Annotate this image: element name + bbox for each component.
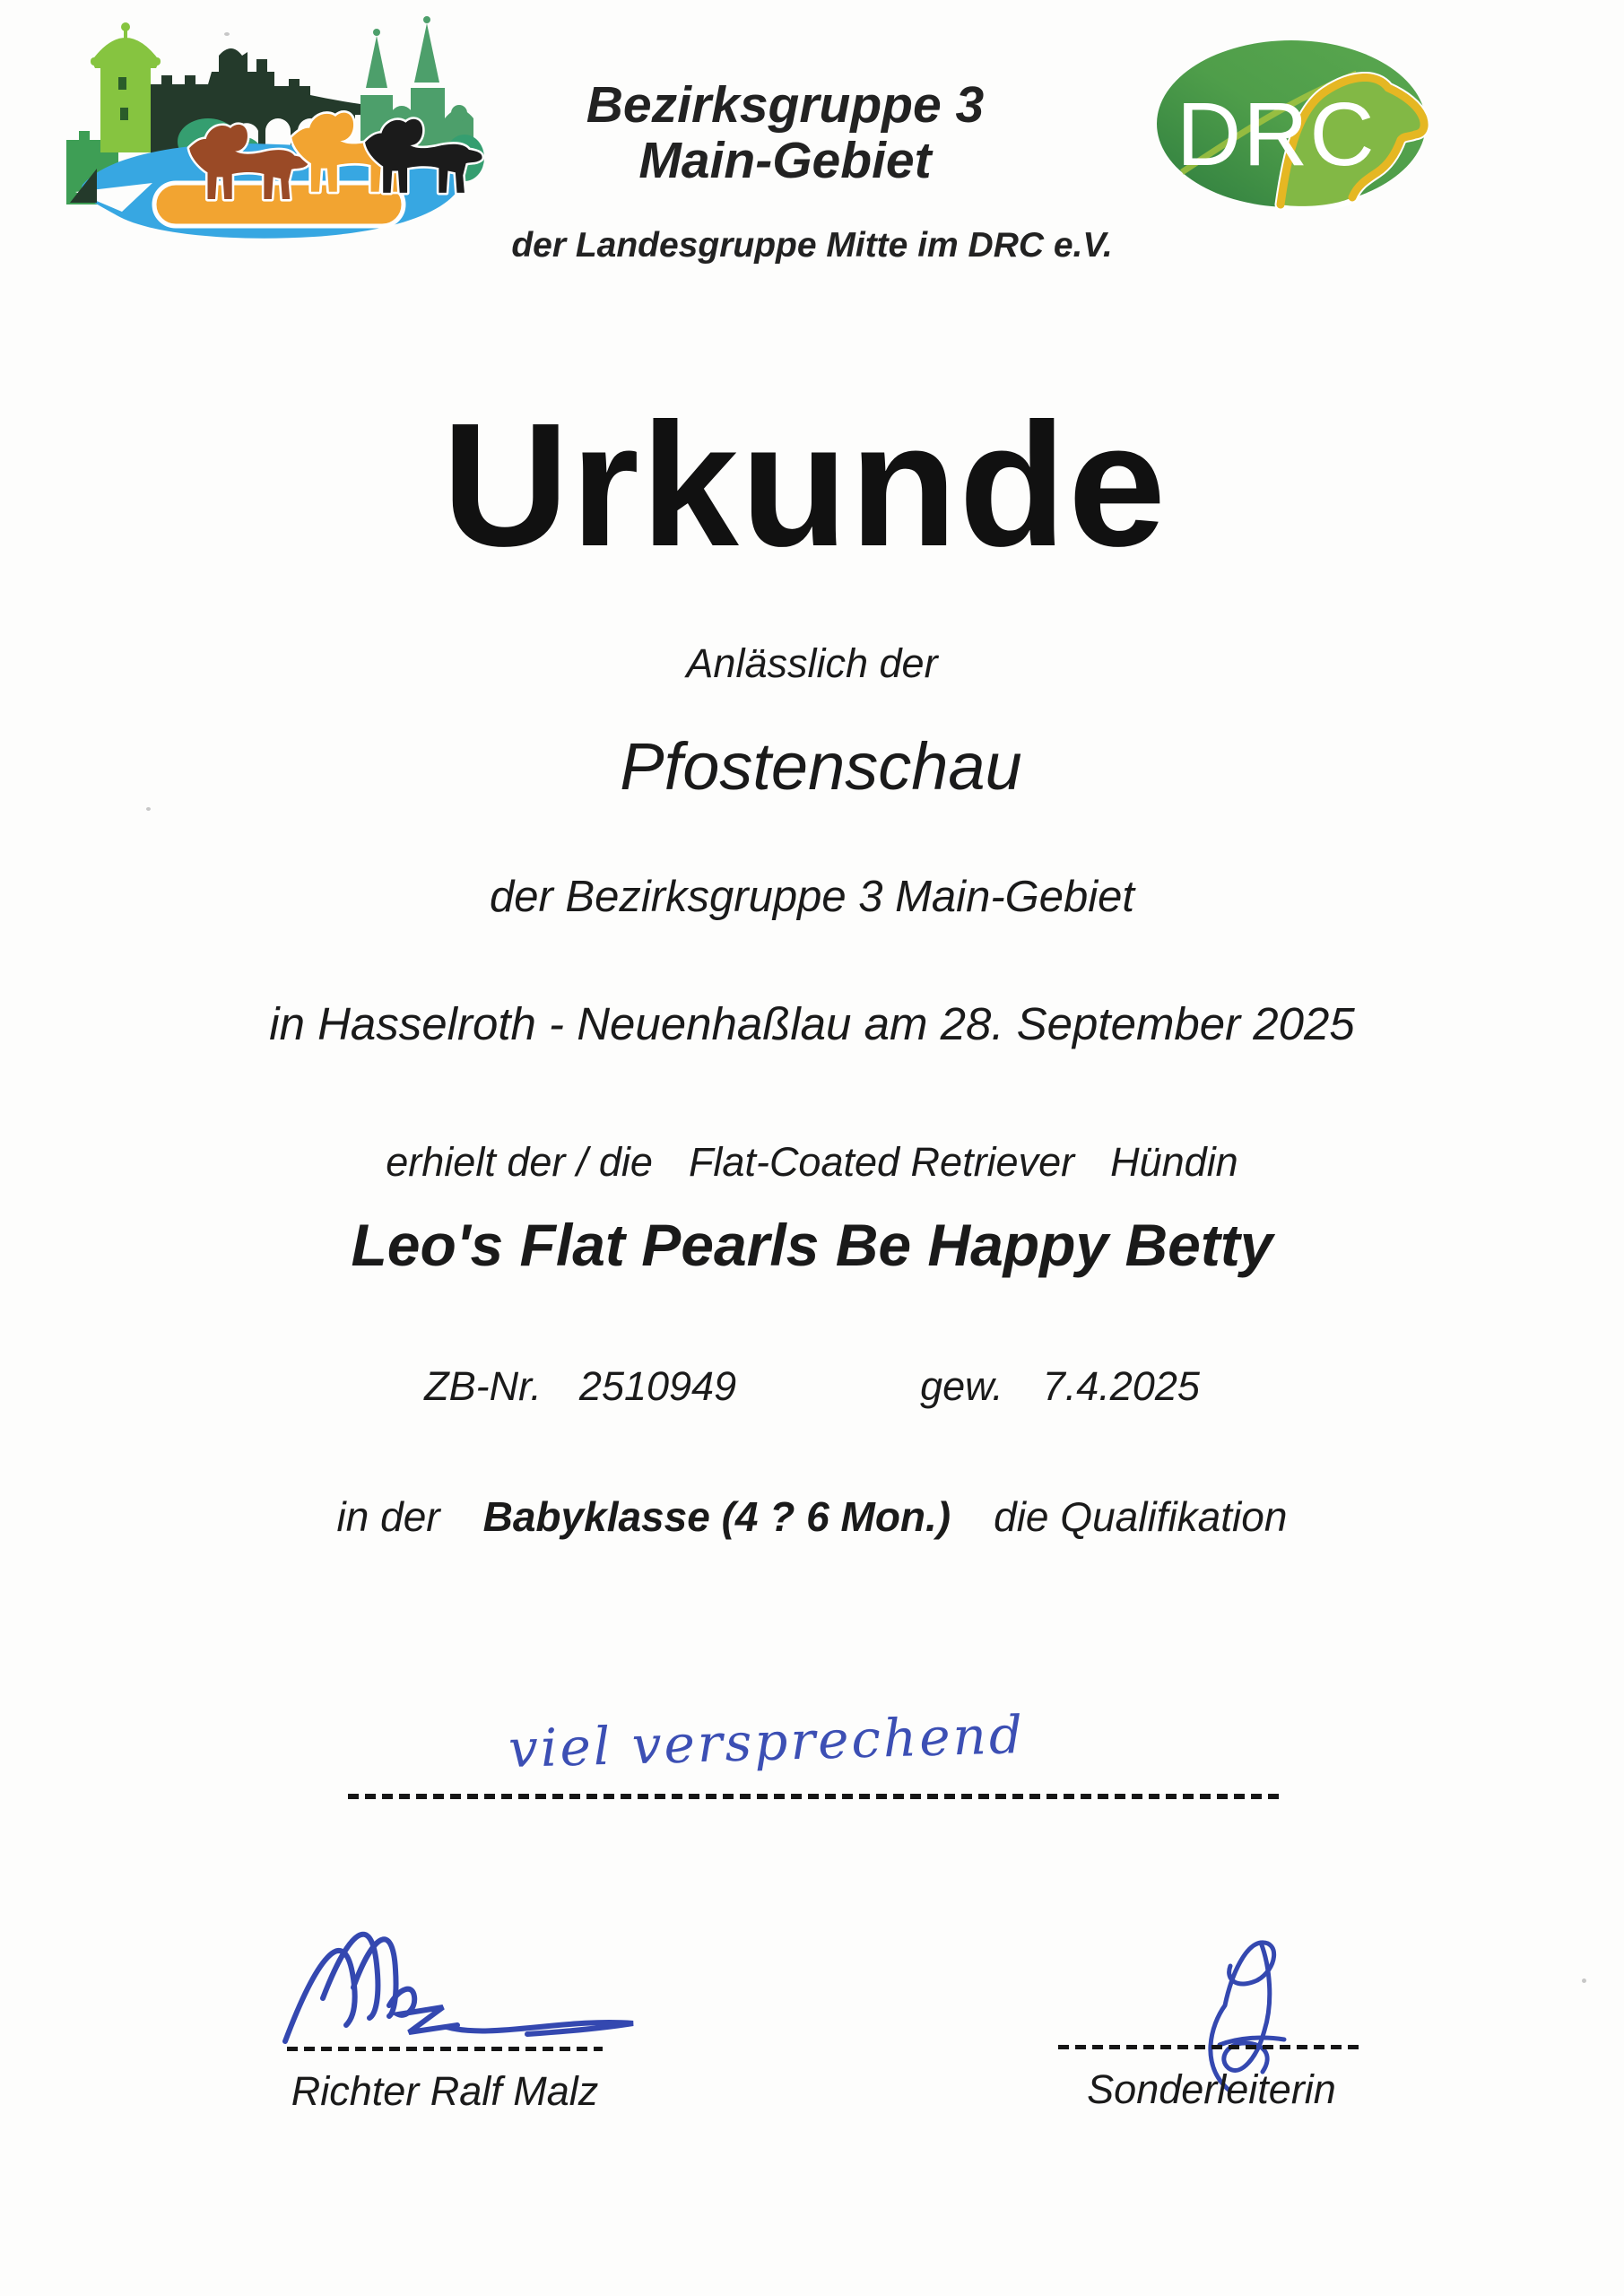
event-location-date: in Hasselroth - Neuenhaßlau am 28. September 2025 [269, 998, 1355, 1049]
scan-speck [224, 32, 230, 36]
judge-signature [267, 1891, 653, 2052]
header-subtitle: der Landesgruppe Mitte im DRC e.V. [511, 226, 1113, 265]
recipient-breed: Flat-Coated Retriever [688, 1139, 1075, 1185]
qualification-dashed-line [348, 1794, 1282, 1799]
class-suffix: die Qualifikation [994, 1493, 1288, 1540]
event-name: Pfostenschau [620, 729, 1022, 804]
group-title-line1: Bezirksgruppe 3 [586, 76, 985, 134]
event-group: der Bezirksgruppe 3 Main-Gebiet [489, 873, 1135, 921]
group-title-line2: Main-Gebiet [638, 132, 932, 189]
scan-speck [1582, 1979, 1586, 1983]
registry-line [0, 1363, 1624, 1410]
recipient-line [0, 1139, 1624, 1186]
logo-board-shape [154, 183, 404, 226]
class-name: Babyklasse (4 ? 6 Mon.) [482, 1493, 951, 1540]
judge-signature-line [287, 2047, 603, 2051]
scan-speck [146, 807, 151, 811]
zb-label: ZB-Nr. [424, 1363, 542, 1409]
dog-name: Leo's Flat Pearls Be Happy Betty [351, 1212, 1273, 1278]
recipient-prefix: erhielt der / die [386, 1139, 653, 1185]
drc-logo-text: DRC [1177, 84, 1376, 185]
handwritten-qualification: viel versprechend [508, 1703, 1026, 1780]
zb-number: 2510949 [578, 1363, 737, 1409]
class-prefix: in der [336, 1493, 440, 1540]
birth-date: 7.4.2025 [1042, 1363, 1200, 1409]
leader-signature-line [1058, 2045, 1365, 2049]
recipient-suffix: Hündin [1110, 1139, 1238, 1185]
occasion-intro: Anlässlich der [686, 640, 938, 686]
drc-logo [1155, 20, 1444, 210]
certificate-title: Urkunde [441, 387, 1168, 583]
born-label: gew. [920, 1363, 1003, 1409]
class-line [0, 1492, 1624, 1541]
judge-name: Richter Ralf Malz [291, 2068, 599, 2114]
leader-title: Sonderleiterin [1087, 2066, 1336, 2112]
